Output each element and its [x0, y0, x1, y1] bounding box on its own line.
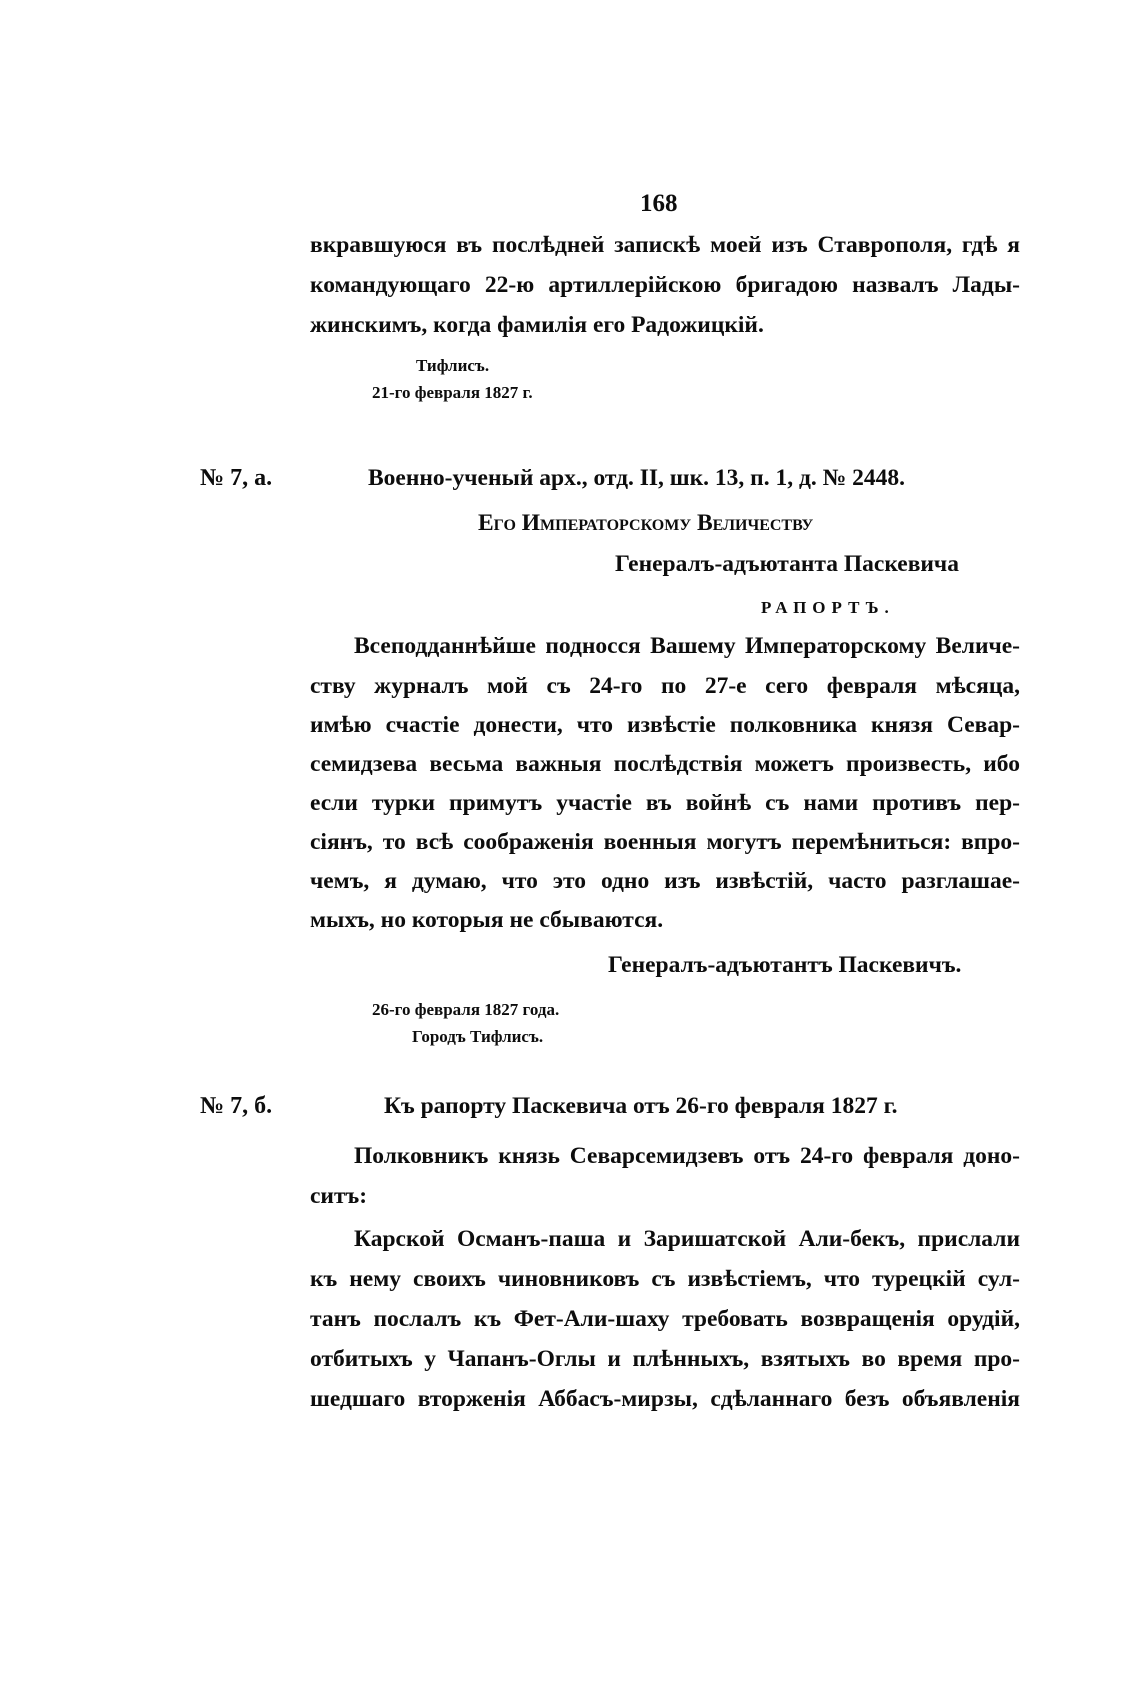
text-line: имѣю счастіе донести, что извѣстіе полковника князя Севар- — [310, 712, 1020, 738]
signature: Генералъ-адъютантъ Паскевичъ. — [608, 952, 962, 978]
text-line: Карской Османъ-паша и Заришатской Али-бекъ, прислали — [354, 1226, 1020, 1252]
place-label: Тифлисъ. — [416, 356, 490, 375]
text-line: Всеподданнѣйше подносся Вашему Императорскому Величе- — [354, 633, 1020, 659]
text-line: шедшаго вторженія Аббасъ-мирзы, сдѣланнаго безъ объявленія — [310, 1386, 1020, 1412]
text-line: Полковникъ князь Севарсемидзевъ отъ 24-го февраля доно- — [354, 1143, 1020, 1169]
entry-number-a: № 7, а. — [200, 465, 273, 491]
text-line: мыхъ, но которыя не сбываются. — [310, 907, 664, 933]
place-label: Городъ Тифлисъ. — [412, 1027, 544, 1046]
archive-reference: Военно-ученый арх., отд. II, шк. 13, п. 1, д. № 2448. — [368, 465, 905, 491]
text-line: ству журналъ мой съ 24-го по 27-е сего февраля мѣсяца, — [310, 673, 1020, 699]
document-type: РАПОРТЪ. — [761, 598, 895, 617]
text-line: вкравшуюся въ послѣдней запискѣ моей изъ Ставрополя, гдѣ я — [310, 232, 1020, 258]
text-line: сіянъ, то всѣ соображенія военныя могутъ перемѣниться: впро- — [310, 829, 1020, 855]
text-line: семидзева весьма важныя послѣдствія можетъ произвесть, ибо — [310, 751, 1020, 777]
entry-title: Къ рапорту Паскевича отъ 26-го февраля 1827 г. — [384, 1093, 898, 1119]
page-number: 168 — [640, 190, 678, 217]
text-line: если турки примутъ участіе въ войнѣ съ нами противъ пер- — [310, 790, 1020, 816]
text-line: къ нему своихъ чиновниковъ съ извѣстіемъ, что турецкій сул- — [310, 1266, 1020, 1292]
text-line: ситъ: — [310, 1183, 368, 1209]
text-line: отбитыхъ у Чапанъ-Оглы и плѣнныхъ, взятыхъ во время про- — [310, 1346, 1020, 1372]
entry-number-b: № 7, б. — [200, 1093, 273, 1119]
text-line: жинскимъ, когда фамилія его Радожицкій. — [310, 312, 764, 338]
text-line: танъ послалъ къ Фет-Али-шаху требовать возвращенія орудій, — [310, 1306, 1020, 1332]
text-line: чемъ, я думаю, что это одно изъ извѣстій, часто разглашае- — [310, 868, 1020, 894]
date-label: 21-го февраля 1827 г. — [372, 383, 533, 402]
text-line: командующаго 22-ю артиллерійскою бригадою назвалъ Лады- — [310, 272, 1020, 298]
addressee-line: Его Императорскому Величеству — [478, 510, 814, 536]
addressee-line: Генералъ-адъютанта Паскевича — [615, 551, 959, 577]
date-label: 26-го февраля 1827 года. — [372, 1000, 560, 1019]
